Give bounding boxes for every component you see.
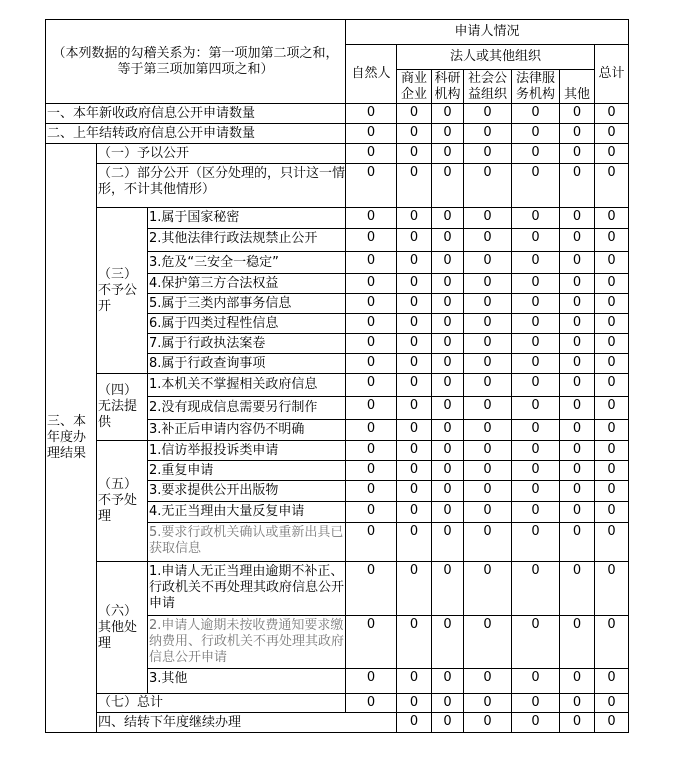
row-label: 3.要求提供公开出版物	[148, 481, 346, 502]
value-cell: 0	[512, 420, 560, 441]
value-cell: 0	[560, 713, 595, 733]
row-label: 2.重复申请	[148, 461, 346, 481]
value-cell: 0	[512, 334, 560, 354]
value-cell: 0	[595, 274, 629, 294]
value-cell: 0	[397, 314, 432, 334]
value-cell: 0	[512, 502, 560, 523]
value-cell: 0	[346, 669, 397, 694]
value-cell: 0	[397, 502, 432, 523]
value-cell: 0	[512, 229, 560, 252]
value-cell: 0	[464, 374, 512, 397]
value-cell: 0	[512, 441, 560, 461]
value-cell: 0	[560, 274, 595, 294]
value-cell: 0	[512, 354, 560, 374]
value-cell: 0	[464, 144, 512, 164]
value-cell: 0	[432, 562, 464, 616]
value-cell: 0	[595, 397, 629, 420]
header-social: 社会公益组织	[464, 70, 512, 104]
value-cell: 0	[464, 481, 512, 502]
value-cell: 0	[432, 104, 464, 124]
value-cell: 0	[432, 354, 464, 374]
value-cell: 0	[346, 104, 397, 124]
value-cell: 0	[432, 397, 464, 420]
value-cell: 0	[397, 481, 432, 502]
row-label: 2.申请人逾期未按收费通知要求缴纳费用、行政机关不再处理其政府信息公开申请	[148, 616, 346, 669]
value-cell: 0	[595, 694, 629, 713]
value-cell: 0	[397, 252, 432, 274]
value-cell: 0	[464, 523, 512, 562]
value-cell: 0	[432, 523, 464, 562]
value-cell: 0	[346, 164, 397, 208]
value-cell: 0	[595, 523, 629, 562]
value-cell: 0	[432, 252, 464, 274]
value-cell: 0	[464, 420, 512, 441]
value-cell: 0	[595, 124, 629, 144]
value-cell: 0	[432, 229, 464, 252]
row-label: 1.申请人无正当理由逾期不补正、行政机关不再处理其政府信息公开申请	[148, 562, 346, 616]
row-label: 7.属于行政执法案卷	[148, 334, 346, 354]
header-applicant-situation: 申请人情况	[346, 20, 629, 45]
section3-label: 三、本年度办理结果	[46, 144, 97, 733]
table-row-partial	[46, 164, 629, 208]
value-cell: 0	[595, 252, 629, 274]
value-cell: 0	[560, 523, 595, 562]
table-row-disclosed	[46, 144, 629, 164]
header-total: 总计	[595, 45, 629, 104]
value-cell: 0	[397, 354, 432, 374]
value-cell: 0	[560, 334, 595, 354]
table-row	[46, 374, 629, 397]
value-cell: 0	[464, 669, 512, 694]
value-cell: 0	[595, 502, 629, 523]
row-label: 5.属于三类内部事务信息	[148, 294, 346, 314]
value-cell: 0	[346, 208, 397, 229]
value-cell: 0	[464, 274, 512, 294]
value-cell: 0	[397, 694, 432, 713]
value-cell: 0	[346, 694, 397, 713]
value-cell: 0	[432, 334, 464, 354]
row-label: 3.补正后申请内容仍不明确	[148, 420, 346, 441]
value-cell: 0	[432, 713, 464, 733]
row-label: 3.危及“三安全一稳定”	[148, 252, 346, 274]
value-cell: 0	[595, 144, 629, 164]
value-cell: 0	[560, 502, 595, 523]
value-cell: 0	[560, 397, 595, 420]
header-research: 科研机构	[432, 70, 464, 104]
value-cell: 0	[346, 420, 397, 441]
value-cell: 0	[346, 441, 397, 461]
value-cell: 0	[432, 616, 464, 669]
row-label: 二、上年结转政府信息公开申请数量	[46, 124, 346, 144]
value-cell: 0	[432, 144, 464, 164]
value-cell: 0	[595, 104, 629, 124]
value-cell: 0	[397, 144, 432, 164]
value-cell: 0	[512, 294, 560, 314]
value-cell: 0	[560, 694, 595, 713]
value-cell: 0	[346, 229, 397, 252]
value-cell: 0	[346, 124, 397, 144]
table-row-new-applications	[46, 104, 629, 124]
value-cell: 0	[595, 164, 629, 208]
value-cell: 0	[595, 229, 629, 252]
value-cell: 0	[464, 334, 512, 354]
value-cell: 0	[595, 354, 629, 374]
value-cell: 0	[397, 229, 432, 252]
header-note: （本列数据的勾稽关系为：第一项加第二项之和，等于第三项加第四项之和）	[46, 20, 346, 104]
table-row-section-total	[46, 694, 629, 713]
value-cell: 0	[432, 164, 464, 208]
value-cell: 0	[595, 481, 629, 502]
value-cell: 0	[397, 461, 432, 481]
value-cell: 0	[595, 461, 629, 481]
header-natural-person: 自然人	[346, 45, 397, 104]
value-cell: 0	[512, 713, 560, 733]
value-cell: 0	[432, 314, 464, 334]
value-cell: 0	[397, 124, 432, 144]
value-cell: 0	[346, 354, 397, 374]
value-cell: 0	[595, 374, 629, 397]
value-cell: 0	[346, 397, 397, 420]
value-cell: 0	[595, 713, 629, 733]
value-cell: 0	[560, 420, 595, 441]
group-label-other-processing: （六）其他处理	[97, 562, 148, 694]
value-cell: 0	[464, 502, 512, 523]
value-cell: 0	[464, 354, 512, 374]
value-cell: 0	[560, 374, 595, 397]
value-cell: 0	[595, 562, 629, 616]
value-cell: 0	[397, 164, 432, 208]
header-other: 其他	[560, 70, 595, 104]
value-cell: 0	[560, 441, 595, 461]
value-cell: 0	[432, 441, 464, 461]
value-cell: 0	[346, 274, 397, 294]
row-label: 一、本年新收政府信息公开申请数量	[46, 104, 346, 124]
row-label: 1.本机关不掌握相关政府信息	[148, 374, 346, 397]
value-cell: 0	[512, 397, 560, 420]
row-label: （二）部分公开（区分处理的，只计这一情形，不计其他情形）	[97, 164, 346, 208]
value-cell: 0	[432, 461, 464, 481]
value-cell: 0	[560, 208, 595, 229]
value-cell: 0	[464, 208, 512, 229]
value-cell: 0	[346, 562, 397, 616]
value-cell: 0	[397, 294, 432, 314]
value-cell: 0	[512, 252, 560, 274]
value-cell: 0	[595, 208, 629, 229]
value-cell: 0	[397, 523, 432, 562]
value-cell: 0	[432, 502, 464, 523]
value-cell: 0	[432, 294, 464, 314]
value-cell: 0	[512, 481, 560, 502]
row-label: 1.信访举报投诉类申请	[148, 441, 346, 461]
value-cell: 0	[432, 694, 464, 713]
table-row-carry-forward	[46, 713, 629, 733]
row-label: 2.其他法律行政法规禁止公开	[148, 229, 346, 252]
row-label: （七）总计	[97, 694, 346, 713]
value-cell: 0	[560, 294, 595, 314]
value-cell: 0	[346, 144, 397, 164]
value-cell: 0	[560, 164, 595, 208]
table-row	[46, 441, 629, 461]
value-cell: 0	[560, 252, 595, 274]
row-label: 5.要求行政机关确认或重新出具已获取信息	[148, 523, 346, 562]
value-cell: 0	[346, 252, 397, 274]
header-commercial: 商业企业	[397, 70, 432, 104]
value-cell: 0	[560, 461, 595, 481]
value-cell: 0	[560, 144, 595, 164]
value-cell: 0	[432, 124, 464, 144]
value-cell: 0	[432, 208, 464, 229]
value-cell: 0	[464, 441, 512, 461]
value-cell: 0	[346, 481, 397, 502]
value-cell: 0	[397, 208, 432, 229]
value-cell: 0	[512, 144, 560, 164]
government-information-disclosure-table	[45, 19, 629, 733]
value-cell: 0	[464, 104, 512, 124]
value-cell: 0	[595, 441, 629, 461]
header-row-1	[46, 20, 629, 45]
value-cell: 0	[397, 420, 432, 441]
value-cell: 0	[464, 229, 512, 252]
value-cell: 0	[432, 481, 464, 502]
row-label: 3.其他	[148, 669, 346, 694]
value-cell: 0	[464, 252, 512, 274]
value-cell: 0	[397, 562, 432, 616]
value-cell: 0	[464, 461, 512, 481]
value-cell: 0	[397, 713, 432, 733]
value-cell: 0	[397, 374, 432, 397]
value-cell: 0	[595, 334, 629, 354]
group-label-not-processed: （五）不予处理	[97, 441, 148, 562]
value-cell: 0	[560, 229, 595, 252]
value-cell: 0	[595, 616, 629, 669]
value-cell: 0	[397, 274, 432, 294]
value-cell: 0	[397, 397, 432, 420]
value-cell: 0	[346, 616, 397, 669]
value-cell: 0	[512, 104, 560, 124]
value-cell: 0	[432, 274, 464, 294]
row-label: 8.属于行政查询事项	[148, 354, 346, 374]
value-cell: 0	[560, 562, 595, 616]
value-cell: 0	[560, 481, 595, 502]
value-cell: 0	[464, 713, 512, 733]
value-cell: 0	[512, 694, 560, 713]
value-cell: 0	[512, 124, 560, 144]
value-cell: 0	[595, 294, 629, 314]
value-cell: 0	[595, 669, 629, 694]
row-label: 1.属于国家秘密	[148, 208, 346, 229]
value-cell: 0	[560, 104, 595, 124]
value-cell: 0	[346, 461, 397, 481]
row-label: 6.属于四类过程性信息	[148, 314, 346, 334]
value-cell: 0	[560, 354, 595, 374]
value-cell: 0	[560, 314, 595, 334]
value-cell: 0	[512, 562, 560, 616]
table-row-carried-over	[46, 124, 629, 144]
value-cell: 0	[464, 616, 512, 669]
header-legal-group: 法人或其他组织	[397, 45, 595, 70]
value-cell: 0	[560, 669, 595, 694]
value-cell: 0	[560, 124, 595, 144]
row-label: 4.保护第三方合法权益	[148, 274, 346, 294]
group-label-not-disclosed: （三）不予公开	[97, 208, 148, 374]
value-cell: 0	[464, 124, 512, 144]
value-cell: 0	[512, 461, 560, 481]
value-cell: 0	[346, 314, 397, 334]
value-cell: 0	[464, 164, 512, 208]
row-label: 四、结转下年度继续办理	[97, 713, 397, 733]
row-label: 4.无正当理由大量反复申请	[148, 502, 346, 523]
value-cell: 0	[346, 294, 397, 314]
value-cell: 0	[397, 669, 432, 694]
value-cell: 0	[512, 374, 560, 397]
value-cell: 0	[397, 616, 432, 669]
value-cell: 0	[346, 374, 397, 397]
value-cell: 0	[346, 334, 397, 354]
value-cell: 0	[397, 104, 432, 124]
row-label: （一）予以公开	[97, 144, 346, 164]
table-row	[46, 562, 629, 616]
value-cell: 0	[464, 397, 512, 420]
value-cell: 0	[397, 334, 432, 354]
value-cell: 0	[464, 314, 512, 334]
table-row	[46, 208, 629, 229]
value-cell: 0	[512, 616, 560, 669]
value-cell: 0	[346, 502, 397, 523]
value-cell: 0	[346, 523, 397, 562]
value-cell: 0	[512, 164, 560, 208]
value-cell: 0	[512, 208, 560, 229]
value-cell: 0	[512, 669, 560, 694]
value-cell: 0	[464, 294, 512, 314]
value-cell: 0	[464, 562, 512, 616]
header-legal-service: 法律服务机构	[512, 70, 560, 104]
value-cell: 0	[397, 441, 432, 461]
report-table-wrapper	[45, 19, 629, 733]
value-cell: 0	[432, 374, 464, 397]
value-cell: 0	[512, 523, 560, 562]
value-cell: 0	[595, 420, 629, 441]
value-cell: 0	[560, 616, 595, 669]
value-cell: 0	[512, 314, 560, 334]
value-cell: 0	[432, 669, 464, 694]
row-label: 2.没有现成信息需要另行制作	[148, 397, 346, 420]
value-cell: 0	[464, 694, 512, 713]
value-cell: 0	[512, 274, 560, 294]
value-cell: 0	[432, 420, 464, 441]
group-label-unable-to-provide: （四）无法提供	[97, 374, 148, 441]
value-cell: 0	[595, 314, 629, 334]
